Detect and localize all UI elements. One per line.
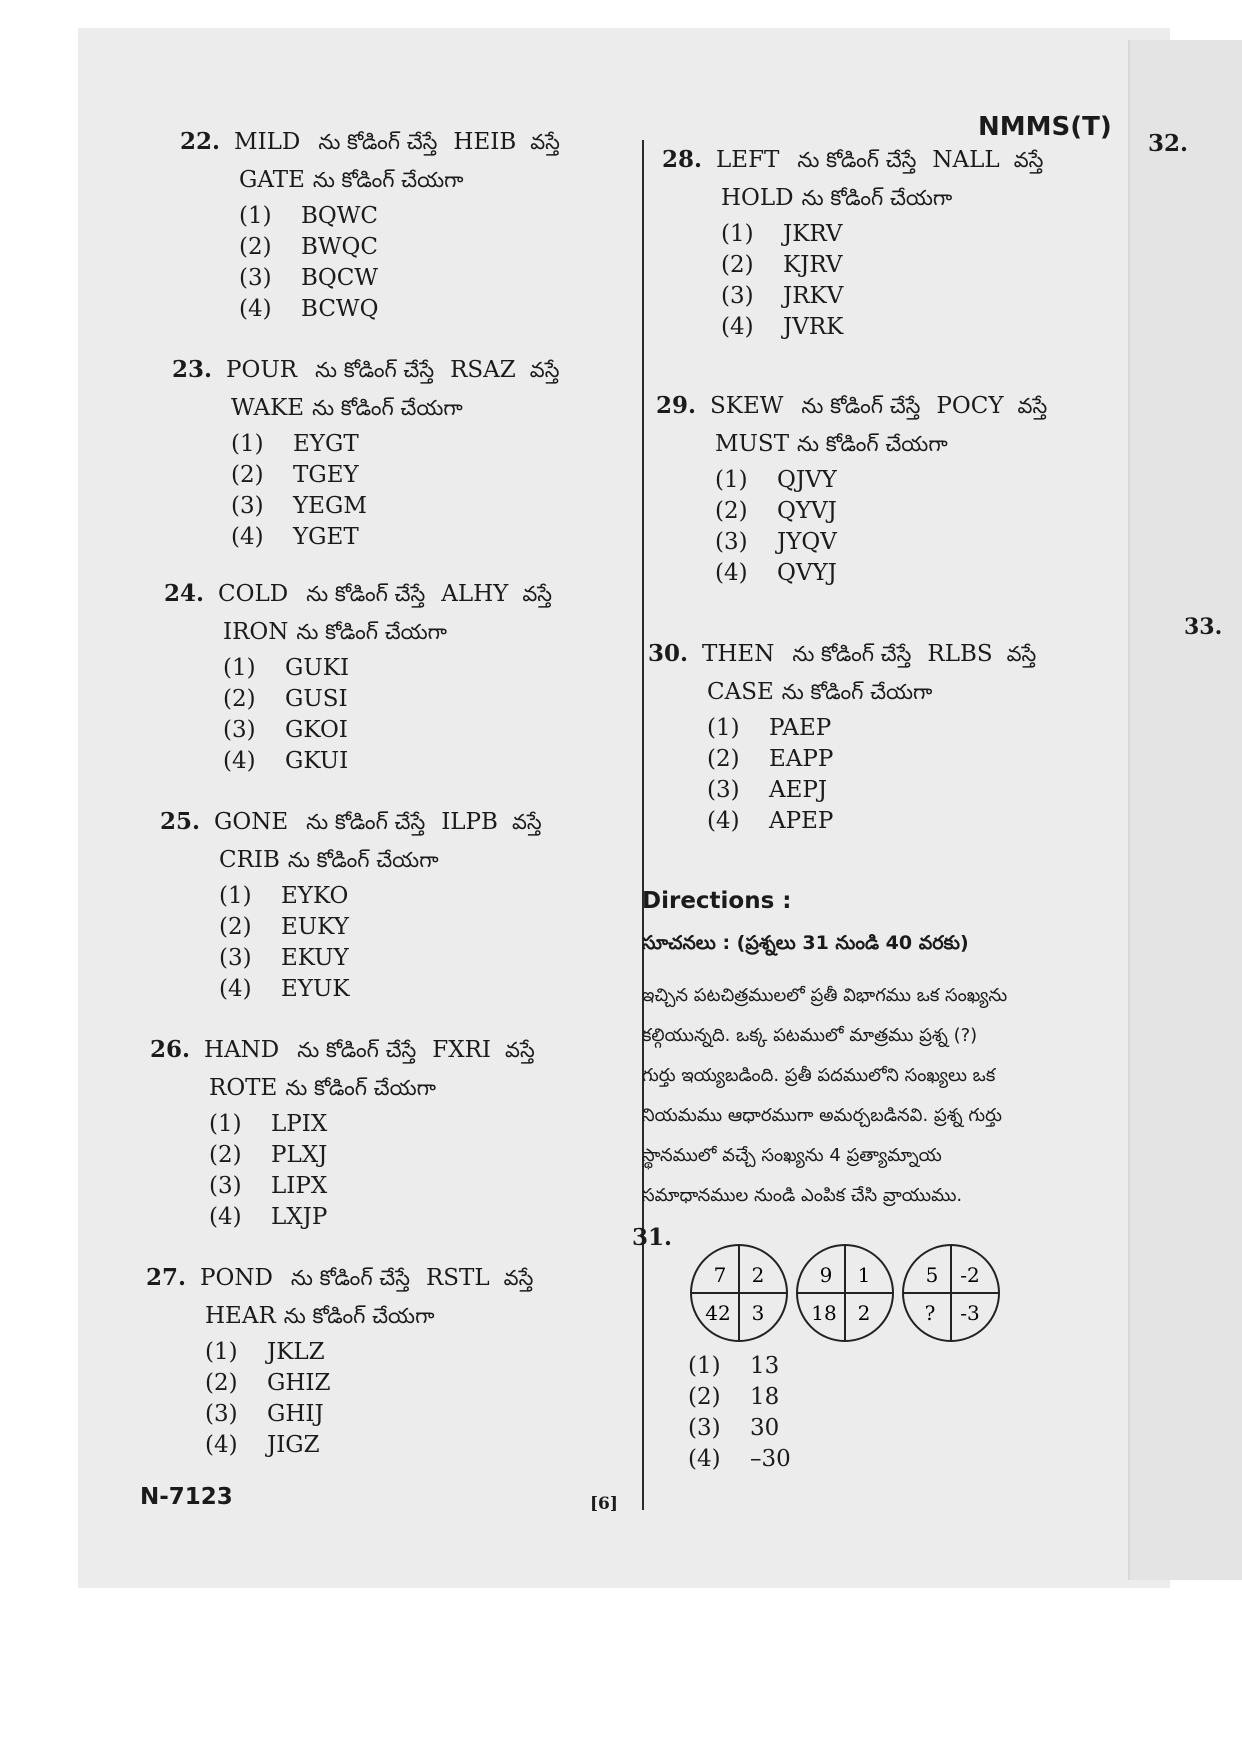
option-number: (4)	[231, 523, 264, 550]
option-text: 30	[750, 1414, 780, 1441]
option-4[interactable]	[715, 557, 1047, 588]
question-block	[662, 146, 1043, 342]
question-line-2	[648, 678, 1036, 706]
option-2[interactable]	[205, 1367, 533, 1398]
question-word: GONE	[214, 809, 289, 835]
circle-figure-3	[903, 1245, 999, 1341]
option-number: (2)	[219, 913, 252, 940]
option-text: JYQV	[777, 528, 837, 555]
option-1[interactable]	[707, 712, 1036, 743]
option-number: (4)	[219, 975, 252, 1002]
option-4[interactable]	[231, 521, 559, 552]
option-1[interactable]	[715, 464, 1047, 495]
ask-phrase: ను కోడింగ్ చేయగా	[801, 186, 953, 210]
option-text: 13	[750, 1352, 780, 1379]
question-line-2	[180, 166, 560, 194]
question-line	[150, 1036, 535, 1064]
coded-word: RSTL	[425, 1265, 490, 1291]
question-number: 28.	[662, 146, 703, 173]
option-number: (4)	[223, 747, 256, 774]
then-word: వస్తే	[503, 1266, 534, 1290]
target-word: HEAR	[205, 1303, 276, 1329]
option-text: JKRV	[783, 220, 843, 247]
option-number: (1)	[209, 1110, 242, 1137]
booklet-code: N-7123	[140, 1484, 233, 1510]
option-4[interactable]	[239, 293, 560, 324]
option-number: (1)	[223, 654, 256, 681]
question-line-2	[172, 394, 559, 422]
directions-line: కల్గియున్నది. ఒక్క పటములో మాత్రము ప్రశ్న (?)	[642, 1025, 978, 1046]
coded-word: FXRI	[432, 1037, 492, 1063]
then-word: వస్తే	[529, 358, 560, 382]
question-block	[160, 808, 542, 1004]
option-number: (3)	[205, 1400, 238, 1427]
question-number: 27.	[146, 1264, 187, 1291]
question-block	[648, 640, 1036, 836]
question-block	[656, 392, 1047, 588]
option-number: (2)	[707, 745, 740, 772]
target-word: CASE	[707, 679, 774, 705]
options-list	[160, 880, 542, 1004]
circle-3-top-left: 5	[925, 1263, 939, 1287]
question-word: LEFT	[716, 147, 780, 173]
option-text: BCWQ	[301, 295, 379, 322]
option-number: (3)	[688, 1414, 721, 1441]
directions-title: Directions :	[642, 888, 792, 914]
directions-line: గుర్తు ఇయ్యబడింది. ప్రతీ పదములోని సంఖ్యలు ఒక	[642, 1065, 996, 1086]
option-number: (2)	[721, 251, 754, 278]
question-line	[160, 808, 542, 836]
option-text: BQCW	[301, 264, 378, 291]
question-number-31: 31.	[632, 1224, 673, 1251]
option-2[interactable]	[231, 459, 559, 490]
question-line	[648, 640, 1036, 668]
option-2[interactable]	[715, 495, 1047, 526]
option-number: (4)	[239, 295, 272, 322]
options-list	[172, 428, 559, 552]
option-text: APEP	[769, 807, 834, 834]
option-text: EUKY	[281, 913, 349, 940]
ask-phrase: ను కోడింగ్ చేయగా	[312, 168, 464, 192]
question-line-2	[160, 846, 542, 874]
directions-line: సమాధానముల నుండి ఎంపిక చేసి వ్రాయుము.	[642, 1185, 963, 1206]
option-1[interactable]	[231, 428, 559, 459]
options-list	[180, 200, 560, 324]
next-page-edge	[1128, 40, 1242, 1580]
question-block	[180, 128, 560, 324]
option-4[interactable]	[223, 745, 552, 776]
option-number: (3)	[209, 1172, 242, 1199]
option-number: (4)	[688, 1445, 721, 1472]
question-number: 29.	[656, 392, 697, 419]
option-text: 18	[750, 1383, 780, 1410]
option-text: EYGT	[293, 430, 359, 457]
coding-phrase: ను కోడింగ్ చేస్తే	[315, 358, 435, 382]
option-number: (4)	[209, 1203, 242, 1230]
option-text: AEPJ	[769, 776, 828, 803]
option-number: (2)	[205, 1369, 238, 1396]
question-word: THEN	[702, 641, 775, 667]
option-2[interactable]	[707, 743, 1036, 774]
option-text: EYUK	[281, 975, 350, 1002]
circle-1-top-right: 2	[751, 1263, 765, 1287]
option-number: (4)	[721, 313, 754, 340]
option-number: (3)	[239, 264, 272, 291]
option-1[interactable]	[721, 218, 1043, 249]
circle-2-top-right: 1	[857, 1263, 871, 1287]
question-number-33: 33.	[1184, 614, 1223, 640]
circle-2-bottom-left: 18	[811, 1301, 837, 1325]
option-number: (1)	[688, 1352, 721, 1379]
option-number: (2)	[223, 685, 256, 712]
option-2[interactable]	[209, 1139, 535, 1170]
coded-word: RLBS	[927, 641, 993, 667]
option-2[interactable]	[239, 231, 560, 262]
options-list	[656, 464, 1047, 588]
coding-phrase: ను కోడింగ్ చేస్తే	[297, 1038, 417, 1062]
then-word: వస్తే	[1006, 642, 1037, 666]
question-number: 23.	[172, 356, 213, 383]
option-text: TGEY	[293, 461, 359, 488]
question-line	[662, 146, 1043, 174]
option-3[interactable]	[715, 526, 1047, 557]
circle-figure-2	[797, 1245, 893, 1341]
paper-code: NMMS(T)	[978, 112, 1112, 142]
question-word: SKEW	[710, 393, 784, 419]
option-4[interactable]	[209, 1201, 535, 1232]
option-number: (2)	[209, 1141, 242, 1168]
target-word: GATE	[239, 167, 305, 193]
option-3[interactable]	[231, 490, 559, 521]
option-2[interactable]	[721, 249, 1043, 280]
options-list	[150, 1108, 535, 1232]
option-text: LIPX	[271, 1172, 328, 1199]
question-number-32: 32.	[1148, 130, 1189, 157]
then-word: వస్తే	[511, 810, 542, 834]
option-number: (2)	[688, 1383, 721, 1410]
option-number: (1)	[715, 466, 748, 493]
coded-word: NALL	[932, 147, 1000, 173]
then-word: వస్తే	[505, 1038, 535, 1062]
option-1[interactable]	[209, 1108, 535, 1139]
q31-options	[688, 1350, 791, 1474]
circle-3-bottom-left: ?	[924, 1301, 936, 1325]
q31-option-1[interactable]	[688, 1350, 791, 1381]
option-text: BQWC	[301, 202, 378, 229]
option-text: LPIX	[271, 1110, 328, 1137]
option-3[interactable]	[205, 1398, 533, 1429]
option-number: (2)	[715, 497, 748, 524]
circle-2-bottom-right: 2	[857, 1301, 871, 1325]
coded-word: ALHY	[441, 581, 509, 607]
coded-word: POCY	[936, 393, 1004, 419]
coding-phrase: ను కోడింగ్ చేస్తే	[792, 642, 912, 666]
question-line-2	[146, 1302, 533, 1330]
option-text: GUKI	[285, 654, 350, 681]
option-number: (4)	[707, 807, 740, 834]
option-3[interactable]	[239, 262, 560, 293]
question-word: POND	[200, 1265, 273, 1291]
option-text: –30	[750, 1445, 791, 1472]
coding-phrase: ను కోడింగ్ చేస్తే	[797, 148, 917, 172]
q31-option-3[interactable]	[688, 1412, 791, 1443]
ask-phrase: ను కోడింగ్ చేయగా	[781, 680, 933, 704]
question-line-2	[656, 430, 1047, 458]
options-list	[146, 1336, 533, 1460]
options-list	[164, 652, 552, 776]
ask-phrase: ను కోడింగ్ చేయగా	[283, 1304, 435, 1328]
option-1[interactable]	[239, 200, 560, 231]
then-word: వస్తే	[1013, 148, 1044, 172]
option-number: (2)	[239, 233, 272, 260]
coded-word: RSAZ	[450, 357, 516, 383]
circle-1-top-left: 7	[713, 1263, 727, 1287]
question-line	[164, 580, 552, 608]
option-text: YEGM	[293, 492, 367, 519]
page-number: [6]	[590, 1494, 618, 1514]
circle-1-bottom-left: 42	[705, 1301, 731, 1325]
option-number: (4)	[715, 559, 748, 586]
option-number: (4)	[205, 1431, 238, 1458]
q31-option-4[interactable]	[688, 1443, 791, 1474]
option-text: JVRK	[783, 313, 844, 340]
question-block	[150, 1036, 535, 1232]
ask-phrase: ను కోడింగ్ చేయగా	[296, 620, 448, 644]
option-number: (3)	[219, 944, 252, 971]
circle-2-top-left: 9	[819, 1263, 833, 1287]
directions-subtitle: సూచనలు : (ప్రశ్నలు 31 నుండి 40 వరకు)	[642, 932, 969, 954]
question-block	[164, 580, 552, 776]
option-text: YGET	[293, 523, 359, 550]
question-line	[146, 1264, 533, 1292]
option-number: (1)	[239, 202, 272, 229]
target-word: ROTE	[209, 1075, 278, 1101]
directions-line: ఇచ్చిన పటచిత్రములలో ప్రతీ విభాగము ఒక సంఖ్యను	[642, 985, 1008, 1006]
target-word: WAKE	[231, 395, 305, 421]
option-2[interactable]	[223, 683, 552, 714]
option-text: JRKV	[783, 282, 844, 309]
option-3[interactable]	[219, 942, 542, 973]
then-word: వస్తే	[522, 582, 553, 606]
question-line-2	[662, 184, 1043, 212]
option-1[interactable]	[205, 1336, 533, 1367]
circle-3-top-right: -2	[960, 1263, 980, 1287]
column-divider	[642, 140, 644, 1510]
option-text: QYVJ	[777, 497, 837, 524]
option-text: JKLZ	[267, 1338, 325, 1365]
option-number: (3)	[223, 716, 256, 743]
coded-word: HEIB	[453, 129, 517, 155]
option-2[interactable]	[219, 911, 542, 942]
question-line-2	[150, 1074, 535, 1102]
option-text: QJVY	[777, 466, 837, 493]
question-word: POUR	[226, 357, 298, 383]
option-number: (1)	[219, 882, 252, 909]
question-word: MILD	[234, 129, 301, 155]
option-text: GUSI	[285, 685, 348, 712]
option-3[interactable]	[721, 280, 1043, 311]
question-block	[146, 1264, 533, 1460]
option-1[interactable]	[219, 880, 542, 911]
option-text: GKUI	[285, 747, 349, 774]
question-line	[180, 128, 560, 156]
question-line	[656, 392, 1047, 420]
option-text: EKUY	[281, 944, 349, 971]
question-number: 25.	[160, 808, 201, 835]
question-line-2	[164, 618, 552, 646]
option-text: PLXJ	[271, 1141, 328, 1168]
option-number: (1)	[707, 714, 740, 741]
q31-option-2[interactable]	[688, 1381, 791, 1412]
option-text: GKOI	[285, 716, 348, 743]
option-text: GHIZ	[267, 1369, 331, 1396]
option-1[interactable]	[223, 652, 552, 683]
target-word: IRON	[223, 619, 289, 645]
question-number: 22.	[180, 128, 221, 155]
option-number: (3)	[231, 492, 264, 519]
target-word: MUST	[715, 431, 790, 457]
circle-3-bottom-right: -3	[960, 1301, 980, 1325]
coding-phrase: ను కోడింగ్ చేస్తే	[306, 810, 426, 834]
coding-phrase: ను కోడింగ్ చేస్తే	[318, 130, 438, 154]
option-number: (3)	[715, 528, 748, 555]
question-number: 24.	[164, 580, 205, 607]
option-text: EAPP	[769, 745, 834, 772]
option-text: PAEP	[769, 714, 832, 741]
ask-phrase: ను కోడింగ్ చేయగా	[312, 396, 463, 420]
then-word: వస్తే	[1017, 394, 1048, 418]
option-number: (3)	[707, 776, 740, 803]
options-list	[662, 218, 1043, 342]
option-text: BWQC	[301, 233, 378, 260]
option-3[interactable]	[209, 1170, 535, 1201]
option-number: (3)	[721, 282, 754, 309]
option-text: GHIJ	[267, 1400, 324, 1427]
target-word: HOLD	[721, 185, 794, 211]
coded-word: ILPB	[441, 809, 498, 835]
question-block	[172, 356, 559, 552]
option-number: (1)	[205, 1338, 238, 1365]
option-text: QVYJ	[777, 559, 837, 586]
option-text: LXJP	[271, 1203, 328, 1230]
then-word: వస్తే	[530, 130, 560, 154]
option-number: (2)	[231, 461, 264, 488]
options-list	[648, 712, 1036, 836]
directions-line: స్థానములో వచ్చే సంఖ్యను 4 ప్రత్యామ్నాయ	[642, 1145, 942, 1166]
option-4[interactable]	[721, 311, 1043, 342]
option-4[interactable]	[219, 973, 542, 1004]
option-text: EYKO	[281, 882, 349, 909]
question-number: 26.	[150, 1036, 191, 1063]
ask-phrase: ను కోడింగ్ చేయగా	[797, 432, 948, 456]
question-word: HAND	[204, 1037, 280, 1063]
q31-circle-figures	[686, 1240, 1016, 1350]
circle-1-bottom-right: 3	[751, 1301, 765, 1325]
coding-phrase: ను కోడింగ్ చేస్తే	[801, 394, 921, 418]
option-4[interactable]	[205, 1429, 533, 1460]
question-line	[172, 356, 559, 384]
ask-phrase: ను కోడింగ్ చేయగా	[287, 848, 439, 872]
question-number: 30.	[648, 640, 689, 667]
option-number: (1)	[231, 430, 264, 457]
target-word: CRIB	[219, 847, 280, 873]
directions-line: నియమము ఆధారముగా అమర్చబడినవి. ప్రశ్న గుర్తు	[642, 1105, 1003, 1126]
option-text: KJRV	[783, 251, 843, 278]
option-3[interactable]	[223, 714, 552, 745]
directions-body	[642, 976, 1092, 1216]
circle-figure-1	[691, 1245, 787, 1341]
option-4[interactable]	[707, 805, 1036, 836]
question-word: COLD	[218, 581, 289, 607]
ask-phrase: ను కోడింగ్ చేయగా	[285, 1076, 436, 1100]
coding-phrase: ను కోడింగ్ చేస్తే	[306, 582, 426, 606]
option-3[interactable]	[707, 774, 1036, 805]
option-text: JIGZ	[267, 1431, 320, 1458]
option-number: (1)	[721, 220, 754, 247]
coding-phrase: ను కోడింగ్ చేస్తే	[290, 1266, 410, 1290]
